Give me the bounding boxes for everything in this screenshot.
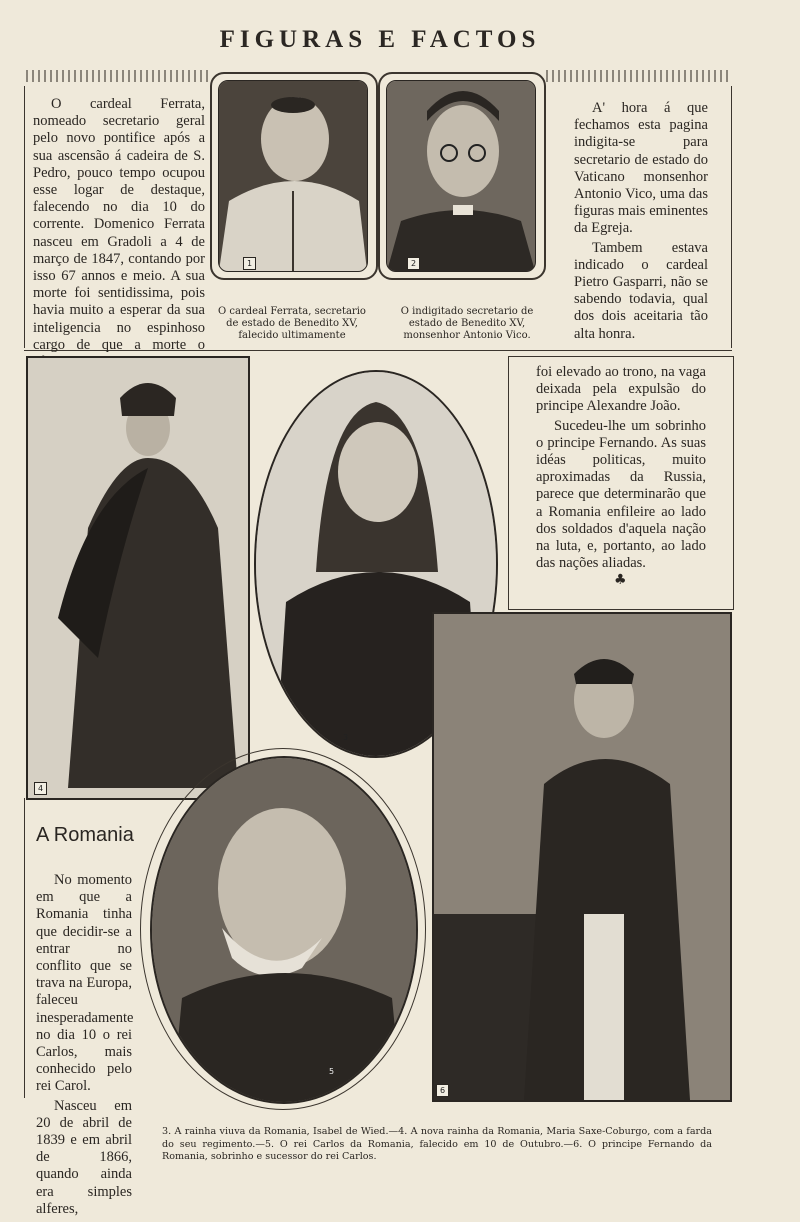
top-ornament [26,70,208,82]
romania-paragraph-1: No momento em que a Romania tinha que decidir-se a entrar no conflito que se trava na Europa, faleceu inesperadamente no dia 10 o rei Carlos, mais conhecido pelo rei Carol. [36,872,134,1095]
romania-left-rule [24,798,25,1098]
fernando-paragraph-1: foi elevado ao trono, na vaga deixada pela expulsão do principe Alexandre João. [536,364,706,415]
ferrata-article [33,96,205,373]
right-border-rule [731,86,732,348]
fernando-paragraph-2: Sucedeu-lhe um sobrinho o principe Fernando. As suas idéas politicas, muito aproximadas da Russia, parece que determinarão que a Romania enfileire ao lado dos soldados d'aquela nação na luta, e, portanto, ao lado das nações aliadas. [536,417,706,572]
photo-number-4: 4 [34,782,47,795]
king-carlos-portrait [152,758,416,1102]
club-ornament-icon: ♣ [614,572,627,588]
prince-fernando-portrait [434,614,730,1100]
romania-article [36,872,132,1220]
vico-article [574,100,708,345]
photo-number-2: 2 [407,257,420,270]
photo-king-carlos [150,756,418,1104]
ferrata-portrait [219,81,367,271]
bottom-caption: 3. A rainha viuva da Romania, Isabel de Wied.—4. A nova rainha da Romania, Maria Saxe-Coburgo, com a farda do seu regimento.—5. O rei Carlos da Romania, falecido em 10 de Outubro.—6. O principe Fernando da Romania, sobrinho e sucessor do rei Carlos. [162,1126,712,1162]
fernando-article [536,364,706,574]
vico-paragraph-1: A' hora á que fechamos esta pagina indigita-se para secretario de estado do Vaticano monsenhor Antonio Vico, uma das figuras mais eminentes da Egreja. [574,100,708,237]
caption-photo-1: O cardeal Ferrata, secretario de estado de Benedito XV, falecido ultimamente [218,306,366,341]
photo-number-6: 6 [436,1084,449,1097]
romania-heading: A Romania [36,824,134,846]
photo-number-1: 1 [243,257,256,270]
photo-cardinal-ferrata [218,80,368,272]
photo-number-3: 3 [342,733,349,742]
photo-number-5: 5 [328,1067,335,1076]
photo-queen-maria [26,356,250,800]
caption-photo-2: O indigitado secretario de estado de Benedito XV, monsenhor Antonio Vico. [400,306,534,341]
vico-portrait [387,81,535,271]
photo-prince-fernando [432,612,732,1102]
romania-paragraph-2: Nasceu em 20 de abril de 1839 e em abril de 1866, quando ainda era simples alferes, [36,1097,132,1217]
ferrata-paragraph: O cardeal Ferrata, nomeado secretario geral pelo novo pontifice após a sua ascensão á cadeira de S. Pedro, pouco tempo ocupou esse logar de destaque, falecendo no dia 10 do corrente. Domenico Ferrata nasceu em Gradoli a 4 de março de 1847, contando por isso 67 annos e meio. A sua morte foi sentidissima, pois havia muito a esperar da sua inteligencia no espinhoso cargo de que a morte o [33,96,205,353]
queen-maria-portrait [28,358,248,798]
left-border-rule [24,86,25,348]
top-ornament-right [546,70,732,82]
vico-paragraph-2: Tambem estava indicado o cardeal Pietro Gasparri, não se sabendo todavia, qual dos dois aceitaria tão alta honra. [574,239,708,342]
photo-monsignor-vico [386,80,536,272]
page-title: FIGURAS E FACTOS [219,26,541,53]
